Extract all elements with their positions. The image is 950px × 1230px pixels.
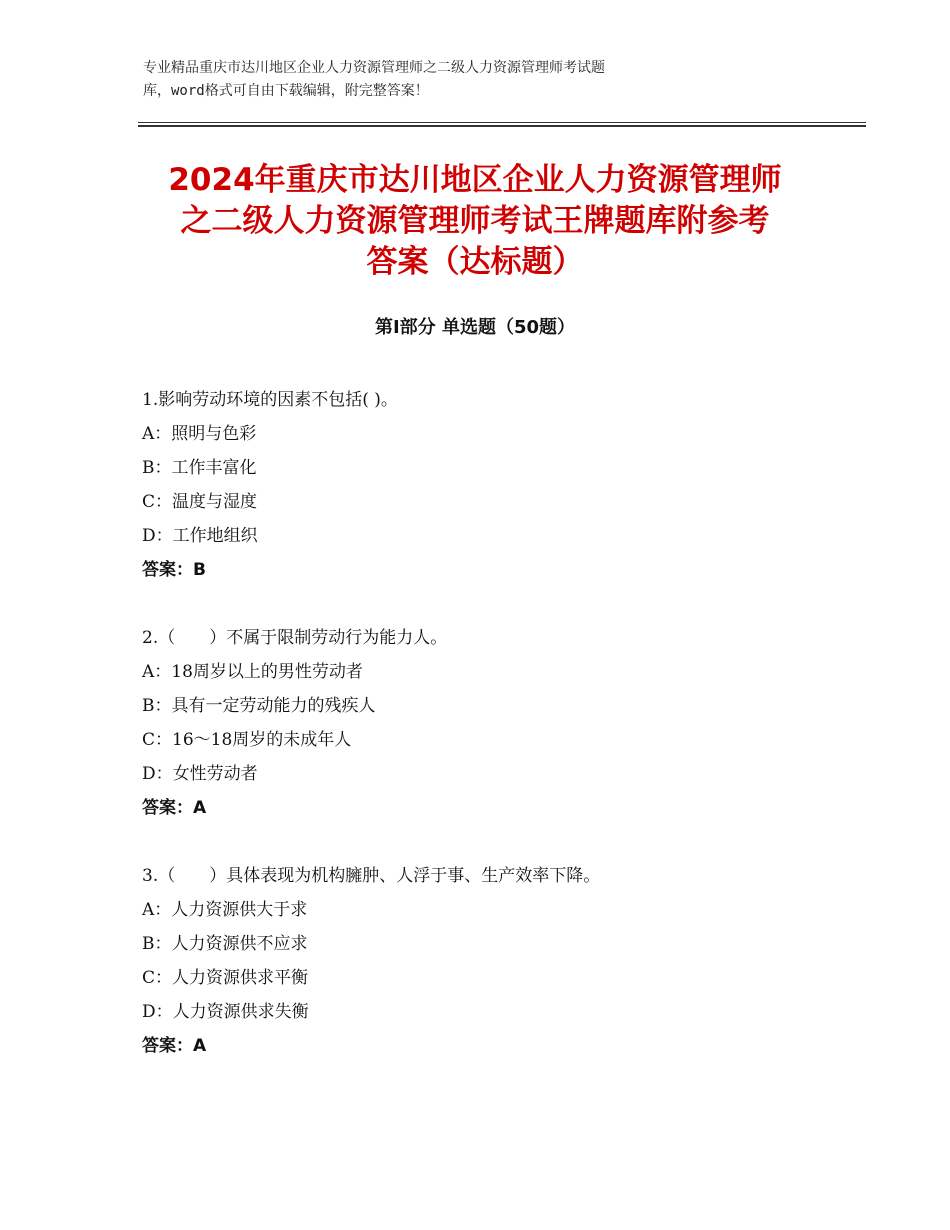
option-d: D：人力资源供求失衡: [142, 1002, 309, 1022]
option-a: A：人力资源供大于求: [142, 900, 308, 920]
option-a: A：18周岁以上的男性劳动者: [142, 662, 363, 682]
document-title: [100, 160, 850, 283]
option-c: C：人力资源供求平衡: [142, 968, 309, 988]
header-rule-bottom: [138, 125, 866, 127]
option-c: C：16～18周岁的未成年人: [142, 730, 352, 750]
answer: 答案：A: [142, 1036, 207, 1056]
header-note-line-1: 专业精品重庆市达川地区企业人力资源管理师之二级人力资源管理师考试题: [143, 60, 605, 76]
question-stem: 1.影响劳动环境的因素不包括( )。: [142, 390, 398, 410]
document-title-line-2: 之二级人力资源管理师考试王牌题库附参考: [180, 203, 770, 239]
header-rule-top: [138, 122, 866, 123]
option-c: C：温度与湿度: [142, 492, 258, 512]
option-b: B：具有一定劳动能力的残疾人: [142, 696, 376, 716]
option-d: D：工作地组织: [142, 526, 258, 546]
question-1: [142, 383, 842, 587]
question-stem: 2.（ ）不属于限制劳动行为能力人。: [142, 628, 448, 648]
option-b: B：人力资源供不应求: [142, 934, 308, 954]
option-d: D：女性劳动者: [142, 764, 258, 784]
answer: 答案：A: [142, 798, 207, 818]
section-title: 第Ⅰ部分 单选题（50题）: [374, 317, 575, 338]
question-3: [142, 859, 842, 1063]
option-b: B：工作丰富化: [142, 458, 257, 478]
document-title-line-1: 2024年重庆市达川地区企业人力资源管理师: [168, 162, 782, 198]
question-list: [142, 383, 842, 1097]
header-note-line-2: 库，word格式可自由下载编辑，附完整答案！: [143, 83, 429, 99]
answer: 答案：B: [142, 560, 206, 580]
option-a: A：照明与色彩: [142, 424, 257, 444]
question-stem: 3.（ ）具体表现为机构臃肿、人浮于事、生产效率下降。: [142, 866, 601, 886]
header-note: [143, 57, 783, 103]
document-title-line-3: 答案（达标题）: [366, 244, 584, 280]
question-2: [142, 621, 842, 825]
